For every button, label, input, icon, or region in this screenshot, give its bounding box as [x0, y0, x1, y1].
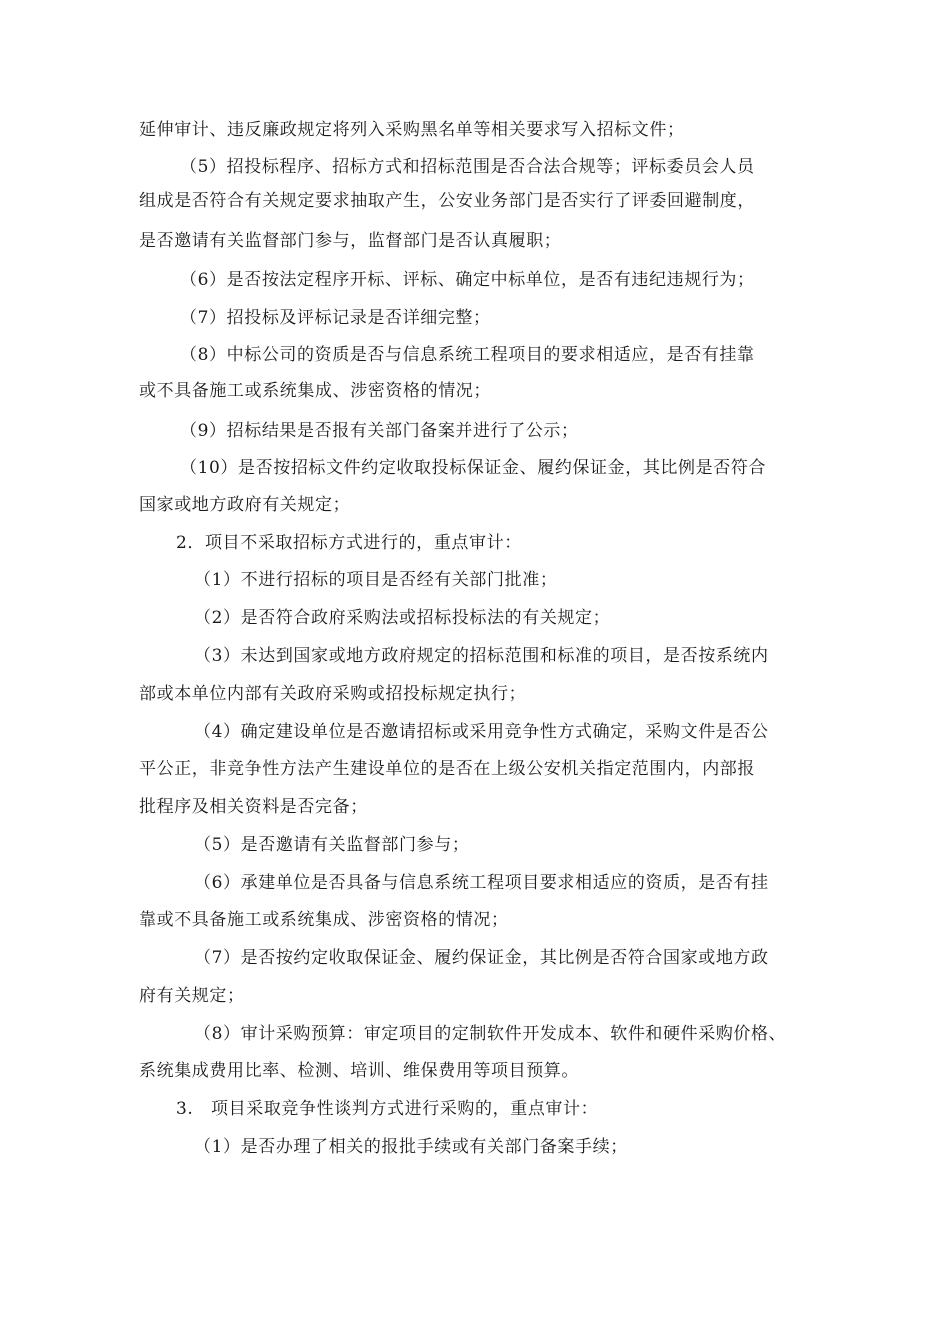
text-line: （4）确定建设单位是否邀请招标或采用竞争性方式确定，采购文件是否公: [194, 722, 769, 742]
text-line: 国家或地方政府有关规定；: [139, 495, 351, 515]
text-line: 是否邀请有关监督部门参与，监督部门是否认真履职；: [139, 231, 562, 251]
text-line: （7）是否按约定收取保证金、履约保证金，其比例是否符合国家或地方政: [194, 948, 769, 968]
text-line: 或不具备施工或系统集成、涉密资格的情况；: [139, 381, 491, 401]
text-line: 延伸审计、违反廉政规定将列入采购黑名单等相关要求写入招标文件；: [139, 120, 685, 140]
text-line: （6）承建单位是否具备与信息系统工程项目要求相适应的资质，是否有挂: [194, 873, 769, 893]
text-line: （5）招投标程序、招标方式和招标范围是否合法合规等；评标委员会人员: [180, 157, 755, 177]
text-line: 府有关规定；: [139, 986, 245, 1006]
text-line: （8）审计采购预算：审定项目的定制软件开发成本、软件和硬件采购价格、: [194, 1024, 787, 1044]
text-line: 2．项目不采取招标方式进行的，重点审计：: [176, 533, 522, 553]
text-line: 靠或不具备施工或系统集成、涉密资格的情况；: [139, 910, 509, 930]
text-line: （5）是否邀请有关监督部门参与；: [194, 835, 470, 855]
text-line: 组成是否符合有关规定要求抽取产生，公安业务部门是否实行了评委回避制度，: [139, 191, 755, 211]
text-line: （8）中标公司的资质是否与信息系统工程项目的要求相适应，是否有挂靠: [180, 345, 755, 365]
text-line: 批程序及相关资料是否完备；: [139, 797, 368, 817]
text-line: 部或本单位内部有关政府采购或招投标规定执行；: [139, 684, 527, 704]
text-line: （7）招投标及评标记录是否详细完整；: [180, 308, 491, 328]
text-line: （9）招标结果是否报有关部门备案并进行了公示；: [180, 421, 579, 441]
text-line: （10）是否按招标文件约定收取投标保证金、履约保证金，其比例是否符合: [180, 458, 767, 478]
text-line: （1）不进行招标的项目是否经有关部门批准；: [194, 570, 558, 590]
text-line: （2）是否符合政府采购法或招标投标法的有关规定；: [194, 608, 611, 628]
text-line: （1）是否办理了相关的报批手续或有关部门备案手续；: [194, 1137, 628, 1157]
text-line: 3. 项目采取竞争性谈判方式进行采购的，重点审计：: [176, 1099, 599, 1119]
text-line: 平公正，非竞争性方法产生建设单位的是否在上级公安机关指定范围内，内部报: [139, 759, 755, 779]
text-line: （3）未达到国家或地方政府规定的招标范围和标准的项目，是否按系统内: [194, 646, 769, 666]
text-line: （6）是否按法定程序开标、评标、确定中标单位，是否有违纪违规行为；: [180, 270, 755, 290]
text-line: 系统集成费用比率、检测、培训、维保费用等项目预算。: [139, 1061, 579, 1081]
